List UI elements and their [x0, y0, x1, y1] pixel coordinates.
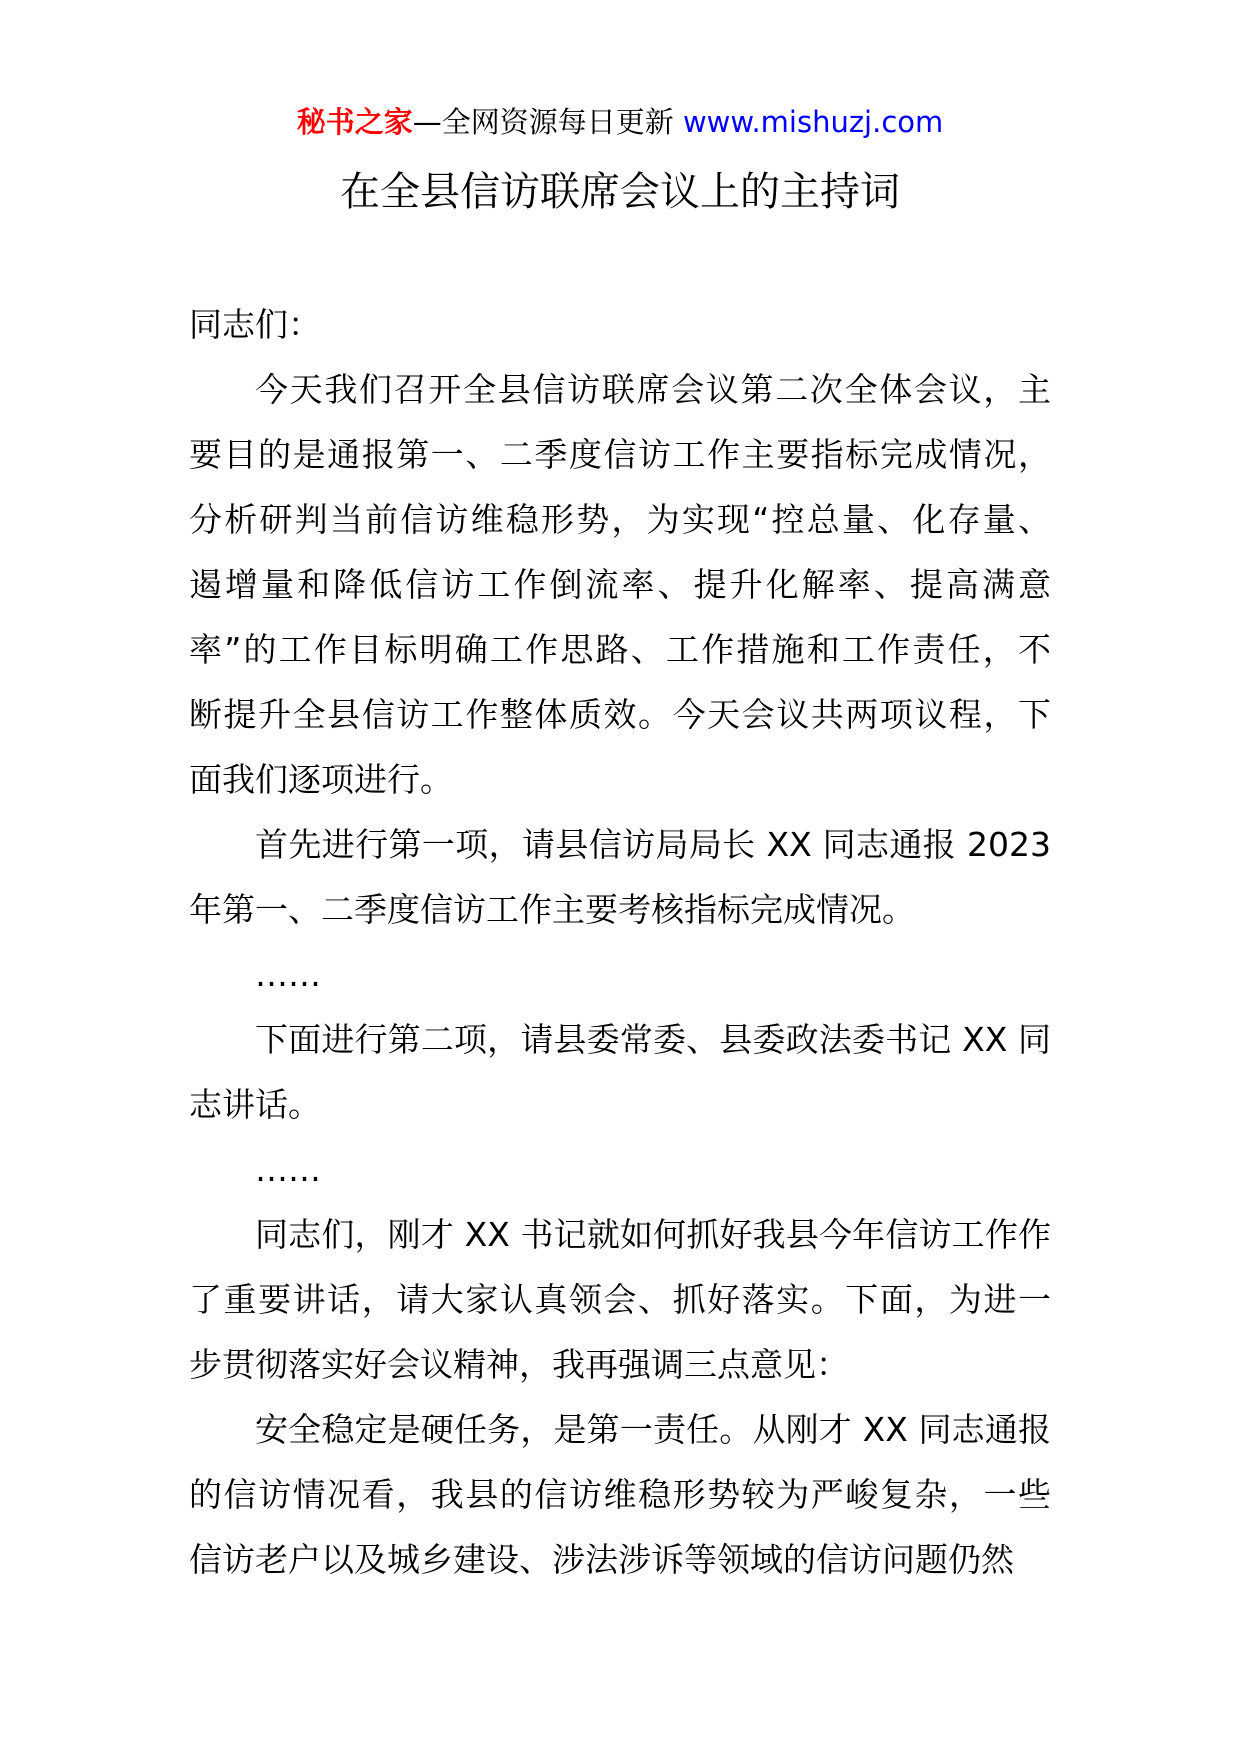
body-paragraph	[189, 1007, 1051, 1137]
paragraph-line: 步贯彻落实好会议精神，我再强调三点意见：	[189, 1345, 849, 1384]
paragraph-line: ……	[255, 955, 321, 994]
site-url-link[interactable]: www.mishuzj.com	[682, 105, 944, 139]
body-paragraph	[189, 1397, 1051, 1592]
paragraph-line: 率”的工作目标明确工作思路、工作措施和工作责任，不	[189, 630, 1051, 669]
paragraph-line: 同志们，刚才 XX 书记就如何抓好我县今年信访工作作	[255, 1215, 1051, 1254]
paragraph-line: 面我们逐项进行。	[189, 760, 453, 799]
body-paragraph	[189, 1137, 1051, 1202]
document-body	[189, 292, 1051, 1592]
body-paragraph	[189, 357, 1051, 812]
paragraph-line: 下面进行第二项，请县委常委、县委政法委书记 XX 同	[255, 1020, 1051, 1059]
paragraph-line: 信访老户以及城乡建设、涉法涉诉等领域的信访问题仍然	[189, 1540, 1014, 1579]
paragraph-line: 分析研判当前信访维稳形势，为实现“控总量、化存量、	[189, 500, 1051, 539]
site-banner	[0, 100, 1240, 144]
paragraph-line: 志讲话。	[189, 1085, 321, 1124]
paragraph-line: 断提升全县信访工作整体质效。今天会议共两项议程，下	[189, 695, 1051, 734]
paragraph-line: 今天我们召开全县信访联席会议第二次全体会议，主	[255, 370, 1051, 409]
paragraph-line: 遏增量和降低信访工作倒流率、提升化解率、提高满意	[189, 565, 1051, 604]
paragraph-line: 年第一、二季度信访工作主要考核指标完成情况。	[189, 890, 915, 929]
site-brand: 秘书之家	[296, 105, 413, 139]
paragraph-line: 的信访情况看，我县的信访维稳形势较为严峻复杂，一些	[189, 1475, 1051, 1514]
paragraph-line: ……	[255, 1150, 321, 1189]
document-title: 在全县信访联席会议上的主持词	[340, 169, 900, 215]
body-paragraph	[189, 812, 1051, 942]
site-tagline: —全网资源每日更新	[412, 105, 674, 139]
paragraph-line: 首先进行第一项，请县信访局局长 XX 同志通报 2023	[255, 825, 1051, 864]
salutation: 同志们：	[189, 305, 321, 344]
paragraph-line: 安全稳定是硬任务，是第一责任。从刚才 XX 同志通报	[255, 1410, 1051, 1449]
body-paragraph	[189, 942, 1051, 1007]
paragraph-line: 了重要讲话，请大家认真领会、抓好落实。下面，为进一	[189, 1280, 1051, 1319]
paragraph-line: 要目的是通报第一、二季度信访工作主要指标完成情况，	[189, 435, 1051, 474]
body-paragraph	[189, 1202, 1051, 1397]
paragraph-list	[189, 357, 1051, 1592]
